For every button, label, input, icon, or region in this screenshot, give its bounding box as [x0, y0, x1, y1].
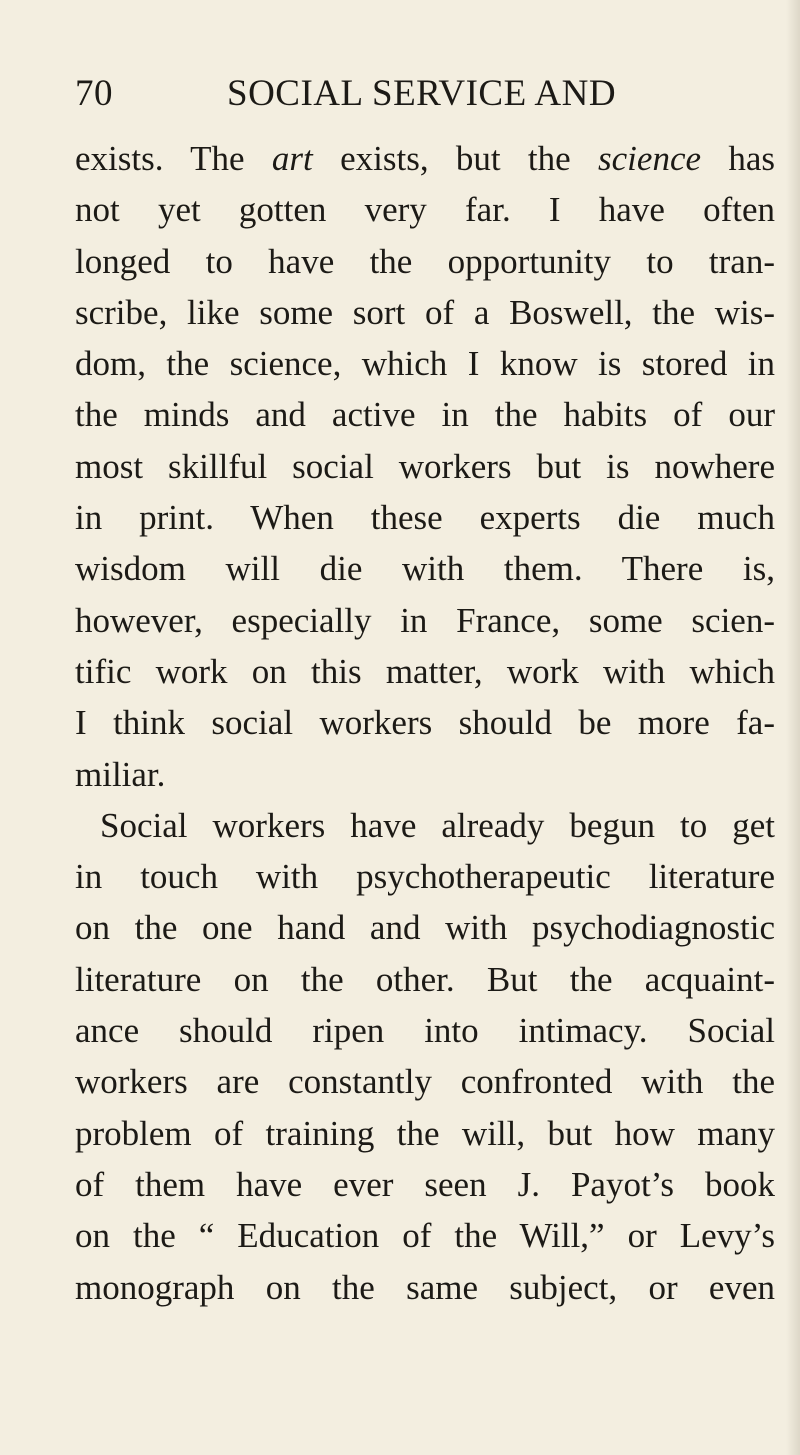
text-line: wisdom will die with them. There is, [75, 549, 775, 589]
text-run: exists. The [75, 139, 272, 178]
text-line: the minds and active in the habits of our [75, 395, 775, 435]
text-line: in touch with psychotherapeutic literature [75, 857, 775, 897]
text-line: most skillful social workers but is nowhere [75, 446, 775, 486]
text-line: monograph on the same subject, or even [75, 1267, 775, 1307]
text-line: scribe, like some sort of a Boswell, the wis- [75, 292, 775, 332]
page-edge-shadow [786, 0, 800, 1455]
text-run: has [701, 139, 775, 178]
body-text [75, 133, 775, 1313]
text-line [75, 133, 775, 184]
text-line: in print. When these experts die much [75, 498, 775, 538]
text-line: dom, the science, which I know is stored in [75, 344, 775, 384]
text-run: exists, but the [312, 139, 599, 178]
text-line: however, especially in France, some scien- [75, 600, 775, 640]
text-line: on the “ Education of the Will,” or Levy’s [75, 1216, 775, 1256]
italic-word-science: science [598, 139, 702, 178]
text-line: tific work on this matter, work with which [75, 651, 775, 691]
italic-word-art: art [271, 139, 313, 178]
paragraph-end-line: miliar. [75, 754, 166, 794]
text-line: not yet gotten very far. I have often [75, 190, 775, 230]
paragraph-start-line: Social workers have already begun to get [100, 805, 775, 845]
running-head [75, 72, 675, 122]
running-title: SOCIAL SERVICE AND [227, 73, 617, 114]
text-line: literature on the other. But the acquaint- [75, 959, 775, 999]
text-line: longed to have the opportunity to tran- [75, 241, 775, 281]
text-line: ance should ripen into intimacy. Social [75, 1011, 775, 1051]
text-line: I think social workers should be more fa- [75, 703, 775, 743]
text-line: problem of training the will, but how many [75, 1113, 775, 1153]
text-line: of them have ever seen J. Payot’s book [75, 1164, 775, 1204]
text-line: on the one hand and with psychodiagnostic [75, 908, 775, 948]
page-number: 70 [75, 73, 113, 114]
text-line: workers are constantly confronted with the [75, 1062, 775, 1102]
